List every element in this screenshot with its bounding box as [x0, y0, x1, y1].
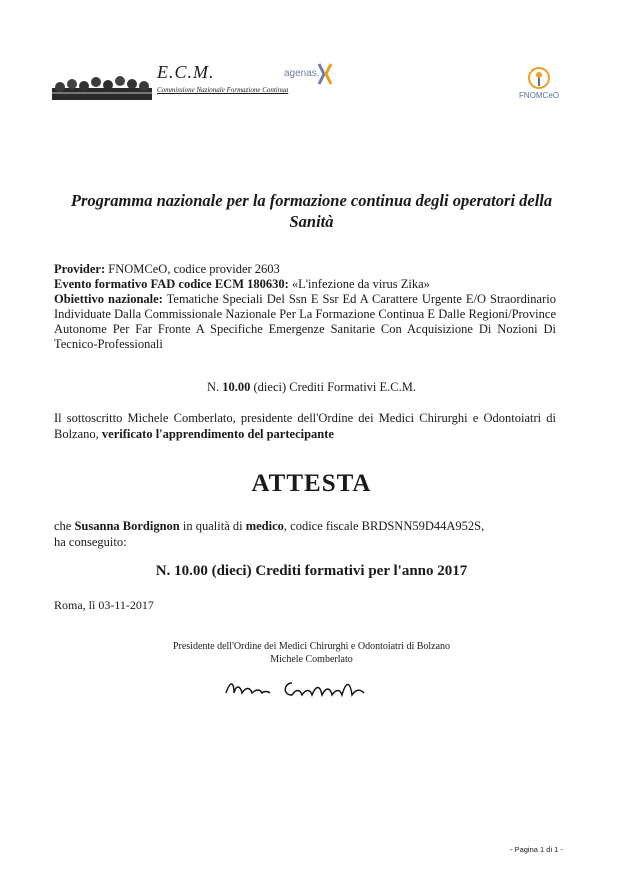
sottoscritto-bold: verificato l'apprendimento del partecipante: [101, 427, 334, 441]
che-suffix: , codice fiscale BRDSNN59D44A952S,: [283, 519, 485, 533]
provider-value: FNOMCeO, codice provider 2603: [105, 262, 280, 276]
date-line: Roma, lì 03-11-2017: [54, 598, 154, 612]
che-middle: in qualità di: [179, 519, 246, 533]
participant-name: Susanna Bordignon: [74, 519, 180, 533]
ecm-subtitle: Commissione Nazionale Formazione Continua: [157, 86, 289, 94]
obiettivo-label: Obiettivo nazionale:: [54, 292, 163, 306]
attesta-heading: ATTESTA: [251, 470, 372, 497]
fnomceo-label: FNOMCeO: [519, 91, 559, 100]
fnomceo-logo: [514, 66, 564, 100]
evento-value: «L'infezione da virus Zika»: [288, 277, 430, 291]
credits-number: 10.00: [222, 380, 251, 394]
credits-line: [0, 380, 623, 395]
agenas-label: agenas.: [284, 68, 320, 79]
che-prefix: che: [54, 519, 75, 533]
participant-paragraph: [54, 518, 564, 550]
credits-suffix: (dieci) Crediti Formativi E.C.M.: [250, 380, 416, 394]
evento-label: Evento formativo FAD codice ECM 180630:: [54, 277, 289, 291]
che-line2: ha conseguito:: [54, 535, 127, 549]
participant-role: medico: [245, 519, 284, 533]
presidente-block: [0, 640, 623, 666]
presidente-title: Presidente dell'Ordine dei Medici Chirurghi e Odontoiatri di Bolzano: [172, 641, 451, 652]
obiettivo-value: Tematiche Speciali Del Ssn E Ssr Ed A Carattere Urgente E/O Straordinario Individuate Dalla Commissionale Nazionale Per La Formazione Continua E Dalle Regioni/Province Autonome Per Far Fronte A Specifiche Emergenze Sanitarie Con Acquisizione Di Nozioni Di Tecnico-Professionali: [54, 292, 556, 351]
presidente-name: Michele Comberlato: [270, 654, 353, 665]
obiettivo-line: [54, 292, 556, 352]
participant-line: [54, 518, 564, 534]
credits-year: N. 10.00 (dieci) Crediti formativi per l'anno 2017: [155, 563, 468, 579]
provider-label: Provider:: [54, 262, 106, 276]
ecm-title: E.C.M.: [157, 62, 215, 82]
ecm-group-photo: [52, 74, 152, 100]
fnomceo-emblem-icon: [527, 66, 551, 90]
page-number: - Pagina 1 di 1 -: [510, 845, 563, 854]
header: [0, 0, 623, 120]
sottoscritto-paragraph: [54, 410, 556, 442]
agenas-x-icon: [317, 62, 333, 86]
signature: [222, 675, 370, 701]
evento-line: [54, 277, 556, 292]
event-info: [54, 262, 556, 352]
page-title: Programma nazionale per la formazione continua degli operatori della Sanità: [70, 191, 553, 231]
sottoscritto-text: Il sottoscritto Michele Comberlato, presidente dell'Ordine dei Medici Chirurghi e Odontoiatri di Bolzano,: [54, 411, 556, 441]
credits-prefix: N.: [206, 380, 223, 394]
provider-line: [54, 262, 556, 277]
